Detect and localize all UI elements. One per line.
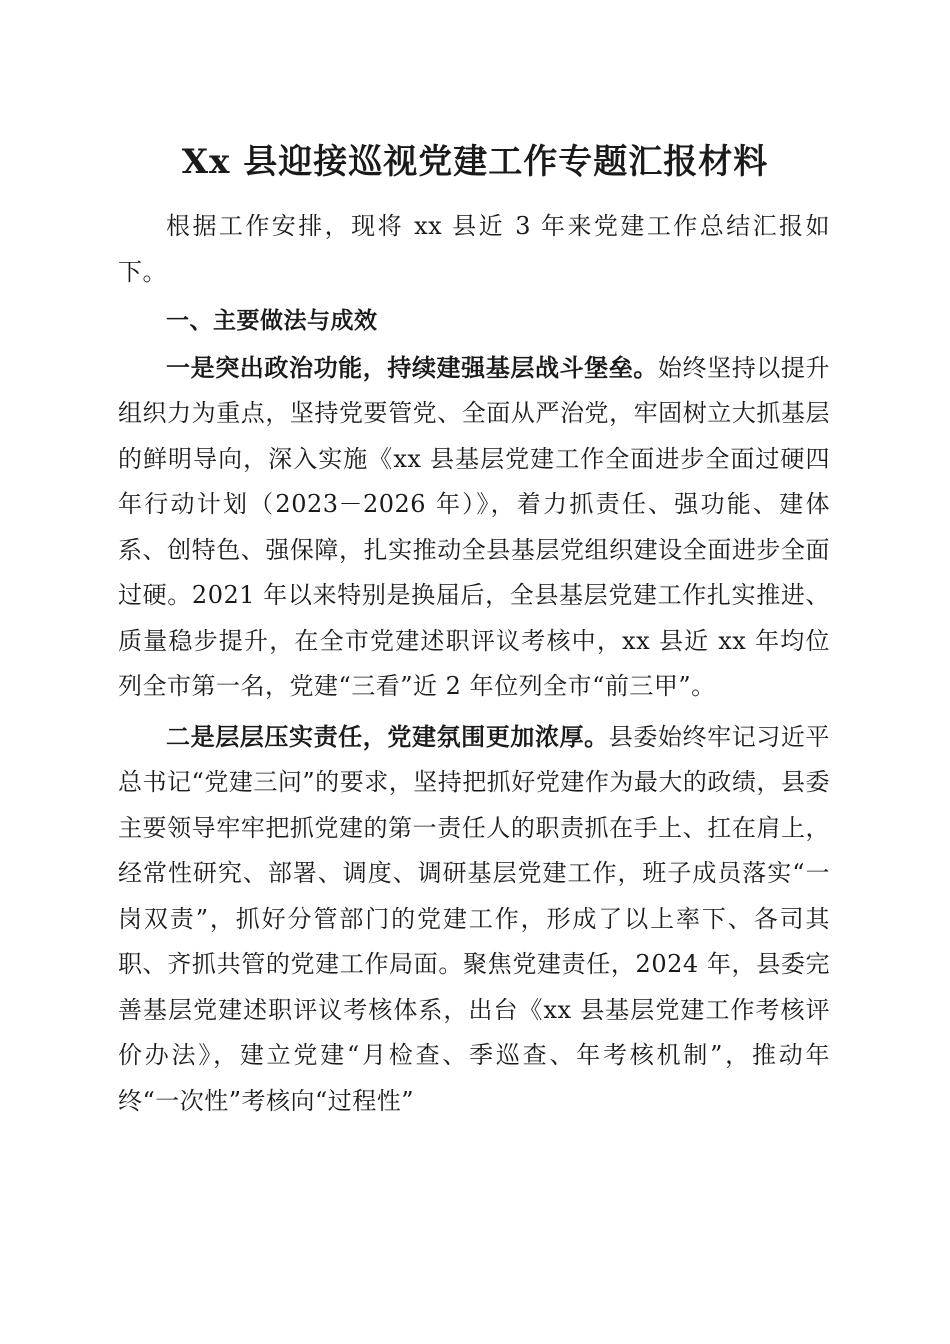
paragraph-1-lead: 一是突出政治功能，持续建强基层战斗堡垒。 (166, 352, 658, 382)
paragraph-2-lead: 二是层层压实责任，党建氛围更加浓厚。 (166, 721, 609, 751)
paragraph-2-text: 县委始终牢记习近平总书记“党建三问”的要求，坚持把抓好党建作为最大的政绩，县委主要领导牢牢把抓党建的第一责任人的职责抓在手上、扛在肩上，经常性研究、部署、调度、调研基层党建工作，班子成员落实“一岗双责”，抓好分管部门的党建工作，形成了以上率下、各司其职、齐抓共管的党建工作局面。聚焦党建责任，2024 年，县委完善基层党建述职评议考核体系，出台《xx 县基层党建工作考核评价办法》，建立党建“月检查、季巡查、年考核机制”，推动年终“一次性”考核向“过程性” (118, 722, 831, 1115)
paragraph-2 (118, 714, 830, 1125)
document-body (118, 204, 830, 1128)
document-title: Xx 县迎接巡视党建工作专题汇报材料 (181, 142, 769, 182)
intro-paragraph: 根据工作安排，现将 xx 县近 3 年来党建工作总结汇报如下。 (118, 212, 830, 286)
paragraph-1-text: 始终坚持以提升组织力为重点，坚持党要管党、全面从严治党，牢固树立大抓基层的鲜明导向，深入实施《xx 县基层党建工作全面进步全面过硬四年行动计划（2023－2026 年）》，着力抓责任、强功能、建体系、创特色、强保障，扎实推动全县基层党组织建设全面进步全面过硬。2021 年以来特别是换届后，全县基层党建工作扎实推进、质量稳步提升，在全市党建述职评议考核中，xx 县近 xx 年均位列全市第一名，党建“三看”近 2 年位列全市“前三甲”。 (118, 353, 830, 700)
paragraph-1 (118, 345, 830, 710)
section-heading: 一、主要做法与成效 (166, 308, 378, 334)
